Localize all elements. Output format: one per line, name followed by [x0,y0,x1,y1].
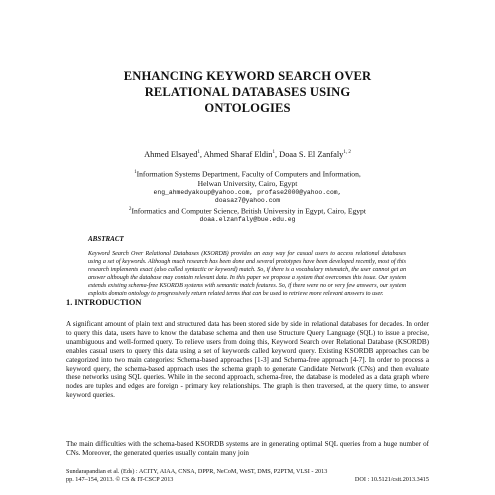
page-footer [66,468,429,485]
affiliation-1 [60,168,435,205]
abstract-heading: ABSTRACT [88,235,124,243]
author-separator: , [274,150,280,159]
affiliation-mark: 2 [129,207,132,212]
body-paragraph: The main difficulties with the schema-based KSORDB systems are in generating optimal SQL queries from a huge number of CNs. Moreover, the generated queries usually contain many join [66,440,429,457]
email-address: eng_ahmedyakoup@yahoo.com, profase2000@yahoo.com, [153,188,342,196]
footer-proceedings: Sundarapandian et al. (Eds) : ACITY, AIAA, CNSA, DPPR, NeCoM, WeST, DMS, P2PTM, VLSI - 2013 [66,468,328,475]
affiliation-line: Information Systems Department, Faculty of Computers and Information, [136,169,361,179]
email-address: doaa.elzanfaly@bue.edu.eg [199,216,296,224]
author-list [40,150,455,159]
title-line: ONTOLOGIES [204,101,291,115]
affiliation-mark: 1 [134,170,137,175]
paper-title [40,68,455,116]
author-name: Doaa S. El Zanfaly [279,150,344,159]
author-affiliation-mark: 1, 2 [343,150,351,156]
author-separator: , [199,150,204,159]
body-paragraph: A significant amount of plain text and structured data has been stored side by side in relational databases for decades. In order to query this data, users have to know the database schema and then use Structure Query Language (SQL) to issue a precise, unambiguous and well-formed query. To relieve users from doing this, Keyword Search over Relational Database (KSORDB) enables casual users to query this data using a set of keywords called keyword query. Existing KSORDB approaches can be categorized into two main categories: Schema-based approaches [1-3] and Schema-free approach [4-7]. In order to process a keyword query, the schema-based approach uses the schema graph to generate Candidate Network (CNs) and then evaluate these networks using SQL queries. While in the second approach, schema-free, the database is modeled as a data graph where nodes are tuples and edges are foreign - primary key relationships. The graph is then traversed, at the query time, to answer keyword queries. [66,320,429,400]
abstract-text: Keyword Search Over Relational Databases (KSORDB) provides an easy way for casual users to access relational databases using a set of keywords. Although much research has been done and several prototypes have been developed recently, most of this research implements exact (also called syntactic or keyword) match. So, if there is a vocabulary mismatch, the user cannot get an answer although the database may contain relevant data. In this paper we propose a system that overcomes this issue. Our system extends existing schema-free KSORDB systems with semantic match features. So, if there were no or very few answers, our system exploits domain ontology to progressively return related terms that can be used to retrieve more relevant answers to user. [88,251,406,298]
affiliation-line: Informatics and Computer Science, British University in Egypt, Cairo, Egypt [131,206,366,216]
email-address: doasaz7@yahoo.com [214,196,281,204]
title-line: ENHANCING KEYWORD SEARCH OVER [123,69,372,83]
affiliation-line: Helwan University, Cairo, Egypt [197,179,298,189]
section-heading: 1. INTRODUCTION [66,298,142,307]
footer-pages: pp. 147–154, 2013. © CS & IT-CSCP 2013 [66,476,174,484]
title-line: RELATIONAL DATABASES USING [144,85,351,99]
author-affiliation-mark: 1 [197,150,200,156]
affiliation-2 [60,205,435,224]
author-affiliation-mark: 1 [272,150,275,156]
author-name: Ahmed Elsayed [144,150,198,159]
footer-doi: DOI : 10.5121/csit.2013.3415 [354,476,429,484]
author-name: Ahmed Sharaf Eldin [203,150,273,159]
